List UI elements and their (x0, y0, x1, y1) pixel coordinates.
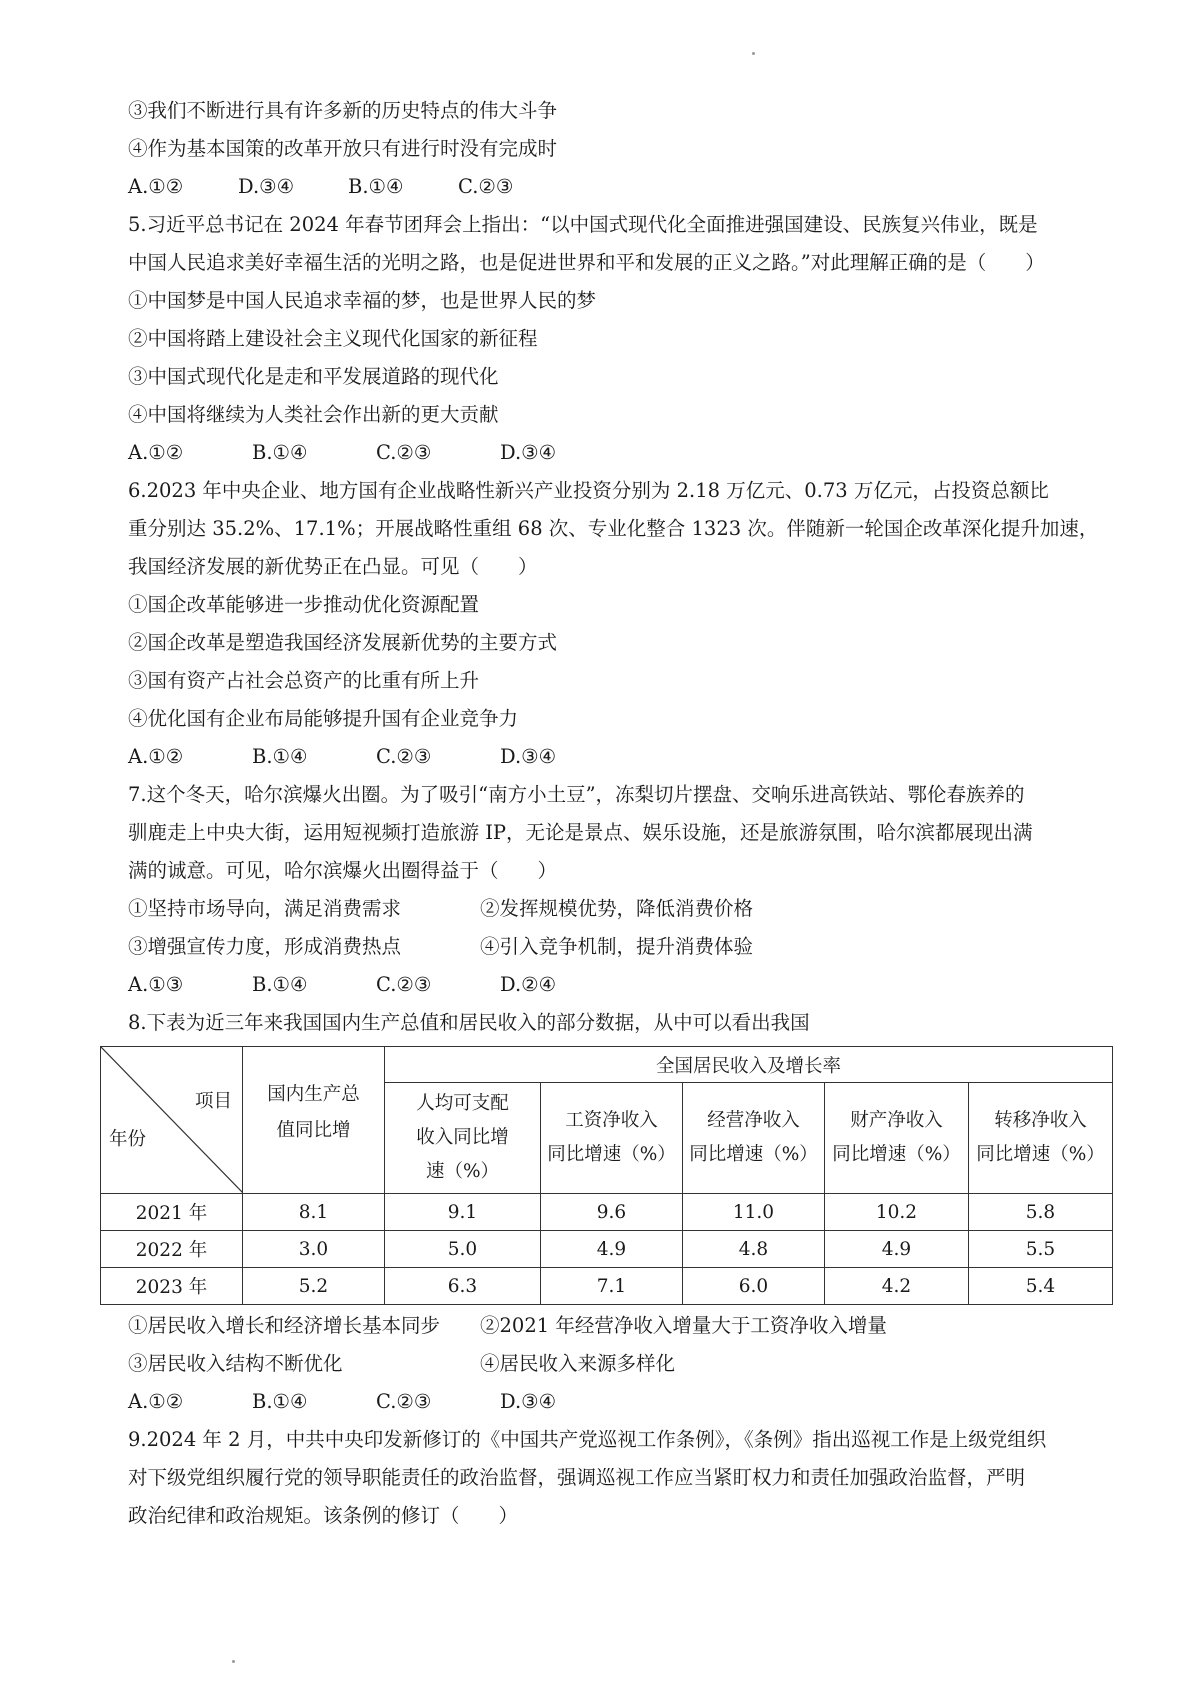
q7-item: ②发挥规模优势，降低消费价格 (480, 897, 754, 920)
option: A.①② (128, 1390, 184, 1413)
value-cell: 4.9 (825, 1231, 969, 1268)
header-line: 工资净收入 (565, 1110, 658, 1132)
table-row (101, 1194, 1113, 1231)
q9-stem: 9.2024 年 2 月，中共中央印发新修订的《中国共产党巡视工作条例》，《条例》指出巡视工作是上级党组织 (128, 1428, 1047, 1451)
q7-item-row (128, 890, 1108, 928)
option: D.③④ (500, 441, 557, 464)
q5-item: ①中国梦是中国人民追求幸福的梦，也是世界人民的梦 (128, 289, 597, 312)
option: A.①② (128, 745, 184, 768)
option: C.②③ (458, 175, 514, 198)
q7-stem: 满的诚意。可见，哈尔滨爆火出圈得益于（ ） (128, 859, 558, 882)
header-line: 同比增速（%） (976, 1144, 1105, 1166)
q8-item-row (128, 1345, 1108, 1383)
option: C.②③ (376, 441, 432, 464)
value-cell: 10.2 (825, 1194, 969, 1231)
option: B.①④ (252, 973, 308, 996)
scan-speck (232, 1660, 235, 1663)
option: A.①② (128, 441, 184, 464)
q5-stem: 5.习近平总书记在 2024 年春节团拜会上指出：“以中国式现代化全面推进强国建设、民族复兴伟业，既是 (128, 213, 1038, 236)
q7-item: ④引入竞争机制，提升消费体验 (480, 935, 754, 958)
sub-header (541, 1083, 683, 1194)
option: C.②③ (376, 1390, 432, 1413)
q5-item: ②中国将踏上建设社会主义现代化国家的新征程 (128, 327, 538, 350)
q6-item: ②国企改革是塑造我国经济发展新优势的主要方式 (128, 631, 558, 654)
sub-header (385, 1083, 541, 1194)
option: D.②④ (500, 973, 557, 996)
option: B.①④ (252, 1390, 308, 1413)
sub-header (683, 1083, 825, 1194)
exam-content (109, 92, 1108, 1535)
corner-diagonal (101, 1047, 243, 1193)
q9-stem: 政治纪律和政治规矩。该条例的修订（ ） (128, 1504, 519, 1527)
group-header: 全国居民收入及增长率 (385, 1047, 1113, 1083)
value-cell: 3.0 (243, 1231, 385, 1268)
sub-header (825, 1083, 969, 1194)
q5-options (128, 434, 1108, 472)
q7-stem: 驯鹿走上中央大街，运用短视频打造旅游 IP，无论是景点、娱乐设施，还是旅游氛围，哈尔滨都展现出满 (128, 821, 1033, 844)
value-cell: 4.9 (541, 1231, 683, 1268)
header-line: 财产净收入 (850, 1110, 943, 1132)
header-line: 人均可支配 (416, 1093, 509, 1115)
q6-item: ④优化国有企业布局能够提升国有企业竞争力 (128, 707, 519, 730)
q6-options (128, 738, 1108, 776)
scan-speck (752, 52, 755, 55)
header-line: 同比增速（%） (689, 1144, 818, 1166)
value-cell: 4.8 (683, 1231, 825, 1268)
q5-item: ③中国式现代化是走和平发展道路的现代化 (128, 365, 499, 388)
option: A.①③ (128, 973, 184, 996)
q8-item: ①居民收入增长和经济增长基本同步 (128, 1314, 441, 1337)
header-line: 值同比增 (276, 1120, 351, 1141)
option: D.③④ (500, 745, 557, 768)
q8-stem: 8.下表为近三年来我国国内生产总值和居民收入的部分数据，从中可以看出我国 (128, 1011, 810, 1034)
value-cell: 11.0 (683, 1194, 825, 1231)
option: A.①② (128, 175, 184, 198)
header-line: 速（%） (425, 1161, 500, 1183)
header-line: 转移净收入 (994, 1110, 1087, 1132)
option: B.①④ (348, 175, 404, 198)
q6-item: ①国企改革能够进一步推动优化资源配置 (128, 593, 480, 616)
q8-item: ④居民收入来源多样化 (480, 1352, 676, 1375)
option: C.②③ (376, 745, 432, 768)
q4-item-4: ④作为基本国策的改革开放只有进行时没有完成时 (128, 137, 558, 160)
value-cell: 5.5 (969, 1231, 1113, 1268)
header-line: 同比增速（%） (547, 1144, 676, 1166)
value-cell: 6.0 (683, 1268, 825, 1305)
q6-stem: 6.2023 年中央企业、地方国有企业战略性新兴产业投资分别为 2.18 万亿元、0.73 万亿元，占投资总额比 (128, 479, 1049, 502)
q4-item-3: ③我们不断进行具有许多新的历史特点的伟大斗争 (128, 99, 558, 122)
q7-stem: 7.这个冬天，哈尔滨爆火出圈。为了吸引“南方小土豆”，冻梨切片摆盘、交响乐进高铁站、鄂伦春族养的 (128, 783, 1025, 806)
year-cell: 2023 年 (101, 1268, 243, 1305)
q8-item: ②2021 年经营净收入增量大于工资净收入增量 (480, 1314, 887, 1337)
option: C.②③ (376, 973, 432, 996)
option: D.③④ (238, 175, 295, 198)
corner-year-label: 年份 (109, 1129, 147, 1150)
option: B.①④ (252, 745, 308, 768)
option: D.③④ (500, 1390, 557, 1413)
value-cell: 5.4 (969, 1268, 1113, 1305)
q8-item: ③居民收入结构不断优化 (128, 1352, 343, 1375)
year-cell: 2021 年 (101, 1194, 243, 1231)
value-cell: 8.1 (243, 1194, 385, 1231)
q6-stem: 我国经济发展的新优势正在凸显。可见（ ） (128, 555, 538, 578)
income-table (100, 1046, 1113, 1305)
header-line: 国内生产总 (267, 1084, 360, 1105)
q5-stem: 中国人民追求美好幸福生活的光明之路，也是促进世界和平和发展的正义之路。”对此理解正确的是（ ） (128, 251, 1045, 274)
q4-options (128, 168, 1108, 206)
option: B.①④ (252, 441, 308, 464)
q6-item: ③国有资产占社会总资产的比重有所上升 (128, 669, 480, 692)
header-line: 经营净收入 (707, 1110, 800, 1132)
corner-item-label: 项目 (194, 1091, 232, 1112)
table-row (101, 1268, 1113, 1305)
value-cell: 9.1 (385, 1194, 541, 1231)
table-corner-cell (101, 1047, 243, 1194)
value-cell: 5.0 (385, 1231, 541, 1268)
value-cell: 6.3 (385, 1268, 541, 1305)
q5-item: ④中国将继续为人类社会作出新的更大贡献 (128, 403, 499, 426)
gdp-header (243, 1047, 385, 1194)
q7-item-row (128, 928, 1108, 966)
sub-header (969, 1083, 1113, 1194)
value-cell: 9.6 (541, 1194, 683, 1231)
q7-item: ①坚持市场导向，满足消费需求 (128, 897, 402, 920)
year-cell: 2022 年 (101, 1231, 243, 1268)
value-cell: 5.8 (969, 1194, 1113, 1231)
header-line: 同比增速（%） (832, 1144, 961, 1166)
q7-item: ③增强宣传力度，形成消费热点 (128, 935, 402, 958)
q6-stem: 重分别达 35.2%、17.1%；开展战略性重组 68 次、专业化整合 1323 次。伴随新一轮国企改革深化提升加速， (128, 517, 1099, 540)
header-line: 收入同比增 (416, 1127, 509, 1149)
q8-item-row (128, 1307, 1108, 1345)
value-cell: 5.2 (243, 1268, 385, 1305)
q8-options (128, 1383, 1108, 1421)
value-cell: 7.1 (541, 1268, 683, 1305)
q7-options (128, 966, 1108, 1004)
q9-stem: 对下级党组织履行党的领导职能责任的政治监督，强调巡视工作应当紧盯权力和责任加强政治监督，严明 (128, 1466, 1026, 1489)
value-cell: 4.2 (825, 1268, 969, 1305)
table-row (101, 1231, 1113, 1268)
